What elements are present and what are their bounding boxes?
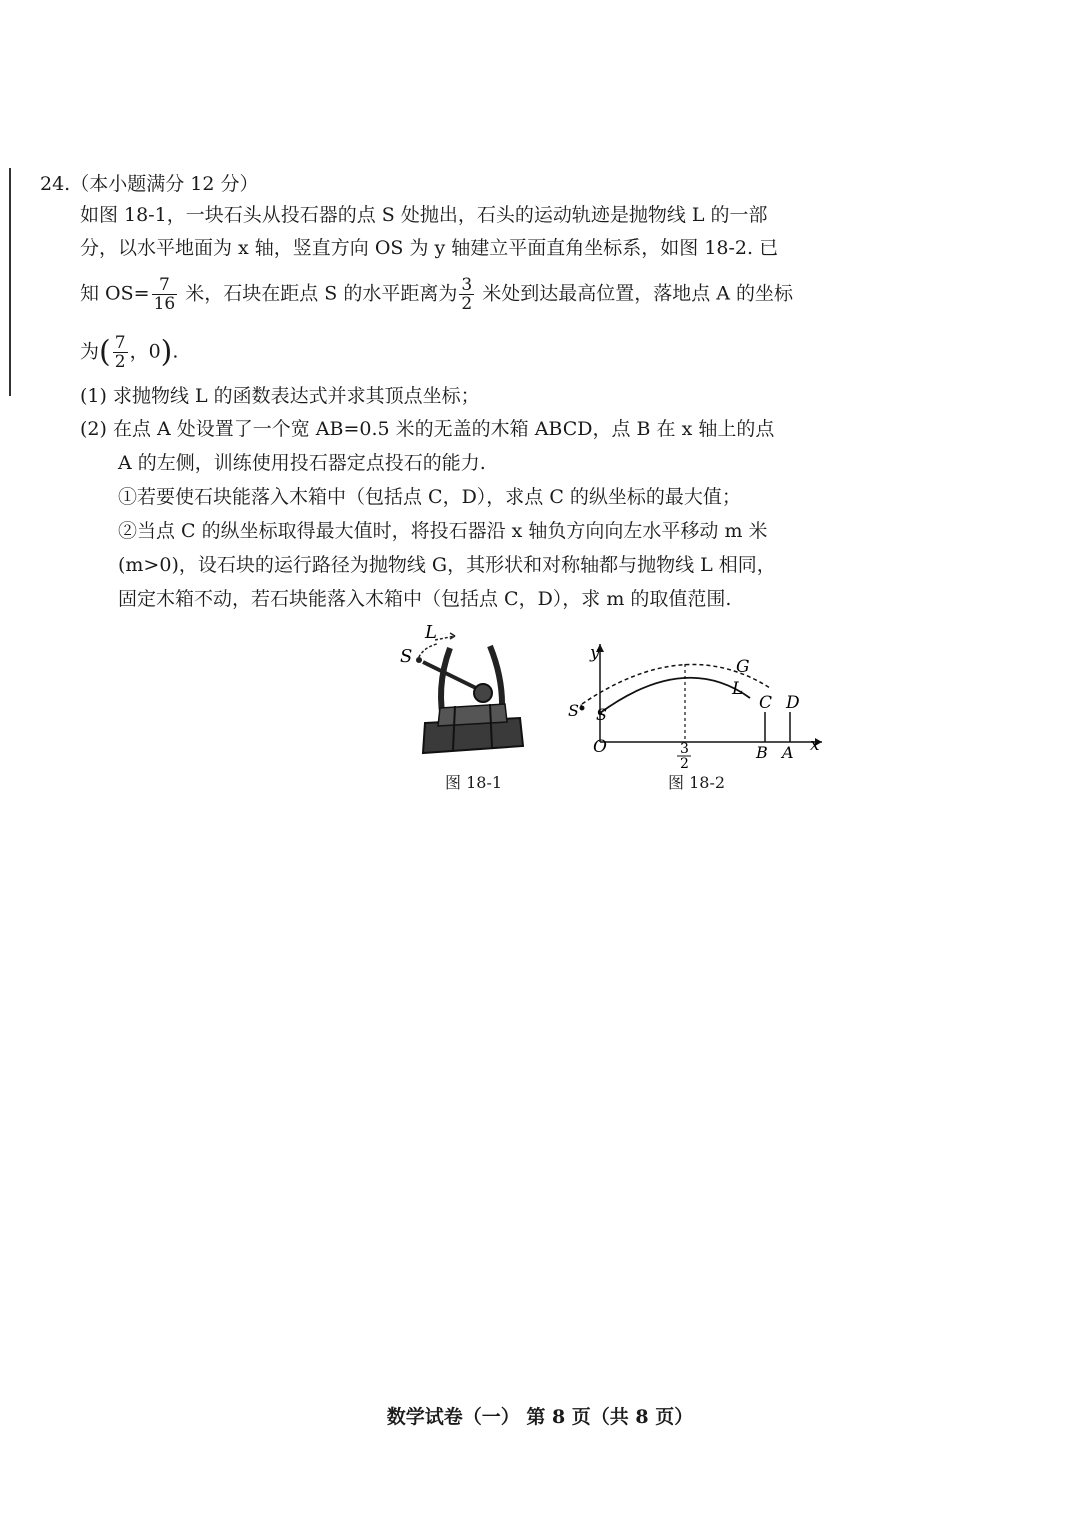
fraction-a-numerator: 7 (114, 333, 126, 353)
fraction-a-denominator: 2 (114, 352, 126, 372)
left-paren: ( (99, 334, 111, 370)
part-2-sub-1: ①若要使石块能落入木箱中（包括点 C，D），求点 C 的纵坐标的最大值； (118, 486, 741, 508)
fig2-label-D: D (786, 693, 800, 713)
fig2-label-C: C (759, 693, 773, 713)
fraction-distance-numerator: 3 (461, 275, 473, 295)
fig2-label-A: A (782, 743, 794, 762)
fraction-distance-denominator: 2 (461, 294, 473, 314)
fig2-label-x: x (810, 735, 820, 755)
page-footer: 数学试卷（一） 第 8 页（共 8 页） (386, 1406, 694, 1428)
intro-line-4-part-a: 为 (80, 340, 100, 363)
part-2-sub-2-line-2: (m>0)，设石块的运行路径为抛物线 G，其形状和对称轴都与抛物线 L 相同， (118, 554, 776, 576)
fig2-label-O: O (593, 737, 607, 757)
fraction-os (152, 276, 178, 313)
fig1-label-L: L (425, 622, 437, 643)
fraction-os-numerator: 7 (152, 276, 178, 295)
part-2-sub-2-line-1: ②当点 C 的纵坐标取得最大值时，将投石器沿 x 轴负方向向左水平移动 m 米 (118, 520, 768, 542)
figure-18-1-catapult (395, 618, 545, 768)
figure-18-2-caption: 图 18-2 (668, 773, 726, 792)
fig1-base-top (438, 704, 507, 726)
part-2-sub-2-line-3: 固定木箱不动，若石块能落入木箱中（包括点 C，D），求 m 的取值范围. (118, 588, 732, 610)
fig2-label-y: y (590, 643, 600, 663)
fig1-gear (474, 684, 492, 702)
intro-line-4-part-c: . (172, 340, 179, 363)
fig1-label-S: S (400, 646, 413, 667)
part-1: (1) 求抛物线 L 的函数表达式并求其顶点坐标； (80, 385, 480, 407)
question-header (40, 170, 258, 198)
figure-18-1-caption: 图 18-1 (445, 773, 503, 792)
figure-18-2-diagram (560, 636, 840, 771)
part-2-line-2: A 的左侧，训练使用投石器定点投石的能力. (118, 452, 486, 474)
part-2-line-1: (2) 在点 A 处设置了一个宽 AB=0.5 米的无盖的木箱 ABCD，点 B 在 x 轴上的点 (80, 418, 775, 440)
fig1-stone (416, 657, 422, 663)
intro-line-3-part-c: 米处到达最高位置，落地点 A 的坐标 (476, 282, 794, 305)
intro-line-2: 分，以水平地面为 x 轴，竖直方向 OS 为 y 轴建立平面直角坐标系，如图 18-2. 已 (80, 237, 779, 259)
intro-line-1: 如图 18-1，一块石头从投石器的点 S 处抛出，石头的运动轨迹是抛物线 L 的一部 (80, 204, 768, 226)
fig2-label-B: B (756, 743, 768, 762)
intro-line-3 (80, 276, 793, 313)
fraction-os-denominator: 16 (153, 294, 176, 314)
fig2-tick-denominator: 2 (680, 756, 689, 771)
right-paren: ) (160, 334, 173, 370)
fraction-distance (459, 276, 474, 313)
intro-line-3-part-b: 米，石块在距点 S 的水平距离为 (179, 282, 458, 305)
fig1-throwing-arm (423, 662, 480, 690)
fig2-label-G: G (736, 657, 750, 677)
question-number: 24. (40, 173, 71, 195)
fig2-label-S: S (596, 705, 607, 724)
intro-line-4-part-b: ，0 (129, 340, 161, 363)
question-score-note: （本小题满分 12 分） (70, 173, 259, 195)
fig2-tick-numerator: 3 (680, 741, 689, 757)
fig2-label-S-prime: S' (568, 701, 584, 720)
margin-line (9, 168, 11, 396)
parabola-L (600, 678, 750, 713)
intro-line-4 (80, 334, 178, 371)
fraction-a-x (113, 334, 128, 371)
intro-line-3-part-a: 知 OS= (80, 282, 150, 305)
fig2-label-L: L (732, 679, 744, 699)
